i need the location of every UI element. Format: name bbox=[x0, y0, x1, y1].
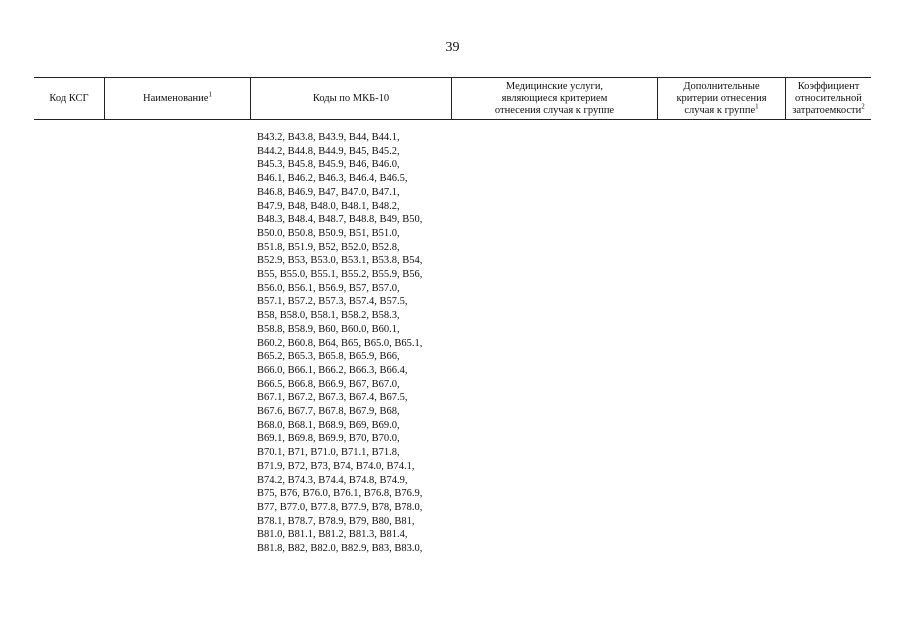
icd-codes-cell bbox=[257, 131, 457, 556]
header-medical-services-line: являющиеся критерием bbox=[501, 92, 608, 104]
icd-codes-line: B46.1, B46.2, B46.3, B46.4, B46.5, bbox=[257, 173, 408, 185]
header-cost-coefficient-footnote: 2 bbox=[861, 102, 865, 110]
header-icd-codes bbox=[251, 78, 452, 119]
icd-codes-line: B75, B76, B76.0, B76.1, B76.8, B76.9, bbox=[257, 488, 423, 500]
header-medical-services-line: Медицинские услуги, bbox=[505, 80, 604, 92]
header-cost-coefficient-line: относительной bbox=[795, 92, 862, 104]
icd-codes-line: B65.2, B65.3, B65.8, B65.9, B66, bbox=[257, 351, 400, 363]
page-number: 39 bbox=[445, 40, 460, 55]
header-ksg-code bbox=[34, 78, 105, 119]
icd-codes-line: B67.6, B67.7, B67.8, B67.9, B68, bbox=[257, 406, 400, 418]
icd-codes-line: B70.1, B71, B71.0, B71.1, B71.8, bbox=[257, 447, 400, 459]
icd-codes-line: B43.2, B43.8, B43.9, B44, B44.1, bbox=[257, 132, 400, 143]
header-medical-services bbox=[452, 78, 658, 119]
icd-codes-line: B66.0, B66.1, B66.2, B66.3, B66.4, bbox=[257, 364, 408, 376]
header-medical-services-label bbox=[495, 81, 614, 117]
header-additional-criteria-line: случая к группе$^1$ bbox=[684, 102, 759, 116]
header-cost-coefficient bbox=[786, 78, 871, 119]
icd-codes-line: B71.9, B72, B73, B74, B74.0, B74.1, bbox=[257, 460, 415, 472]
header-additional-criteria-line: критерии отнесения bbox=[676, 92, 767, 104]
header-additional-criteria-label bbox=[676, 81, 766, 117]
icd-codes-line: B78.1, B78.7, B78.9, B79, B80, B81, bbox=[257, 515, 415, 527]
icd-codes-line: B48.3, B48.4, B48.7, B48.8, B49, B50, bbox=[257, 214, 423, 226]
icd-codes-line: B77, B77.0, B77.8, B77.9, B78, B78.0, bbox=[257, 501, 423, 513]
icd-codes-line: B46.8, B46.9, B47, B47.0, B47.1, bbox=[257, 186, 400, 198]
icd-codes-line: B45.3, B45.8, B45.9, B46, B46.0, bbox=[257, 159, 400, 171]
header-icd-codes-label: Коды по МКБ-10 bbox=[312, 92, 390, 104]
header-additional-criteria-line: Дополнительные bbox=[683, 80, 760, 92]
header-additional-criteria bbox=[658, 78, 786, 119]
header-name-footnote: 1 bbox=[208, 90, 212, 98]
header-cost-coefficient-line: затратоемкости$^2$ bbox=[792, 102, 865, 116]
icd-codes-line: B47.9, B48, B48.0, B48.1, B48.2, bbox=[257, 200, 400, 212]
icd-codes-line: B55, B55.0, B55.1, B55.2, B55.9, B56, bbox=[257, 269, 423, 281]
icd-codes-line: B44.2, B44.8, B44.9, B45, B45.2, bbox=[257, 145, 400, 157]
header-additional-criteria-footnote: 1 bbox=[755, 102, 759, 110]
icd-codes-line: B60.2, B60.8, B64, B65, B65.0, B65.1, bbox=[257, 337, 423, 349]
icd-codes-line: B74.2, B74.3, B74.4, B74.8, B74.9, bbox=[257, 474, 408, 486]
icd-codes-line: B56.0, B56.1, B56.9, B57, B57.0, bbox=[257, 282, 400, 294]
icd-codes-line: B57.1, B57.2, B57.3, B57.4, B57.5, bbox=[257, 296, 408, 308]
header-ksg-code-label: Код КСГ bbox=[49, 92, 89, 104]
icd-codes-line: B66.5, B66.8, B66.9, B67, B67.0, bbox=[257, 378, 400, 390]
icd-codes-line: B67.1, B67.2, B67.3, B67.4, B67.5, bbox=[257, 392, 408, 404]
header-medical-services-line: отнесения случая к группе bbox=[494, 104, 615, 116]
icd-codes-line: B58, B58.0, B58.1, B58.2, B58.3, bbox=[257, 310, 400, 322]
icd-codes-line: B81.8, B82, B82.0, B82.9, B83, B83.0, bbox=[257, 543, 423, 555]
header-cost-coefficient-line: Коэффициент bbox=[797, 80, 860, 92]
icd-codes-line: B52.9, B53, B53.0, B53.1, B53.8, B54, bbox=[257, 255, 423, 267]
icd-codes-line: B68.0, B68.1, B68.9, B69, B69.0, bbox=[257, 419, 400, 431]
header-cost-coefficient-label bbox=[792, 81, 864, 117]
icd-codes-line: B58.8, B58.9, B60, B60.0, B60.1, bbox=[257, 323, 400, 335]
header-name-label: Наименование$^1$ bbox=[143, 90, 212, 104]
icd-codes-line: B50.0, B50.8, B50.9, B51, B51.0, bbox=[257, 227, 400, 239]
table-header bbox=[34, 77, 871, 120]
icd-codes-line: B51.8, B51.9, B52, B52.0, B52.8, bbox=[257, 241, 400, 253]
header-name bbox=[105, 78, 251, 119]
icd-codes-line: B69.1, B69.8, B69.9, B70, B70.0, bbox=[257, 433, 400, 445]
icd-codes-line: B81.0, B81.1, B81.2, B81.3, B81.4, bbox=[257, 529, 408, 541]
